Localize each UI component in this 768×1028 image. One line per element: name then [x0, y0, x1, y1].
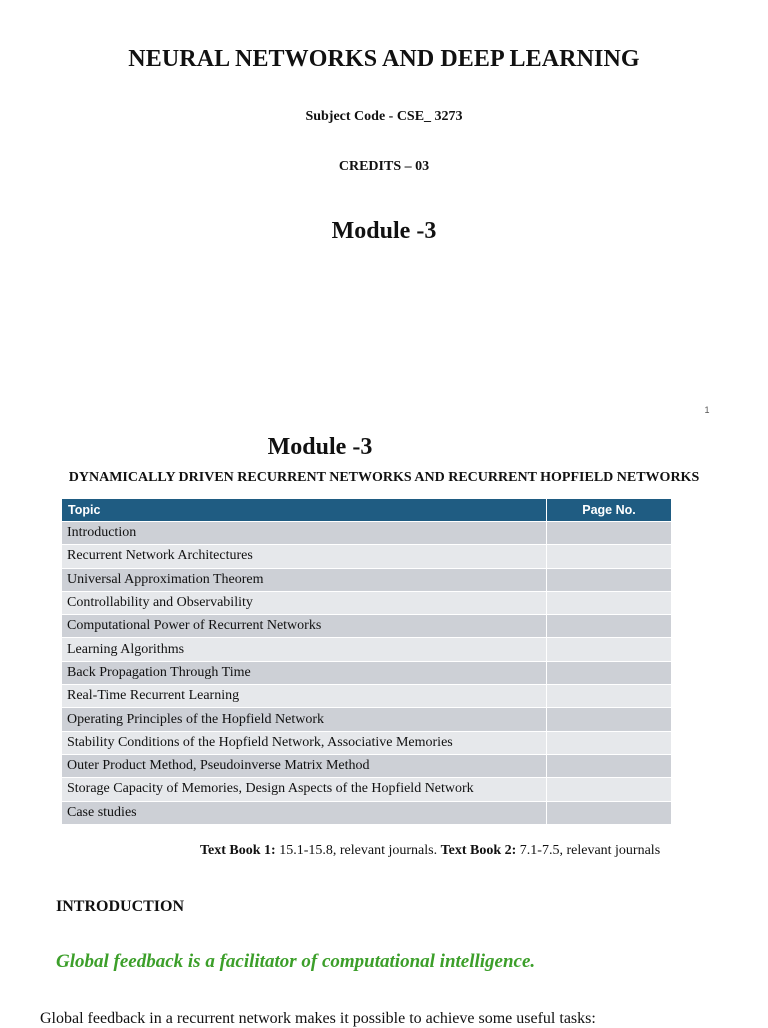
table-row [62, 591, 672, 614]
topic-column-header: Topic [62, 499, 547, 522]
topic-cell: Learning Algorithms [62, 638, 547, 661]
topic-cell: Case studies [62, 801, 547, 824]
table-row [62, 545, 672, 568]
topic-cell: Computational Power of Recurrent Networks [62, 615, 547, 638]
table-header-row [62, 499, 672, 522]
topic-cell: Recurrent Network Architectures [62, 545, 547, 568]
page-number-cell [547, 661, 672, 684]
table-row [62, 708, 672, 731]
page-number-cell [547, 801, 672, 824]
table-row [62, 568, 672, 591]
module-subheading: DYNAMICALLY DRIVEN RECURRENT NETWORKS AND RECURRENT HOPFIELD NETWORKS [68, 470, 700, 485]
table-row [62, 638, 672, 661]
table-row [62, 661, 672, 684]
table-row [62, 731, 672, 754]
cover-module-title: Module -3 [331, 218, 437, 244]
introduction-heading: INTRODUCTION [56, 898, 185, 915]
topic-cell: Universal Approximation Theorem [62, 568, 547, 591]
textbook1-label: Text Book 1: [200, 843, 276, 858]
page-column-header: Page No. [547, 499, 672, 522]
table-row [62, 754, 672, 777]
page-number-cell [547, 568, 672, 591]
page-number-cell [547, 731, 672, 754]
page-number-cell [547, 591, 672, 614]
page-number-cell [547, 754, 672, 777]
topic-cell: Introduction [62, 522, 547, 545]
page-number: 1 [704, 405, 710, 415]
table-row [62, 522, 672, 545]
table-row [62, 801, 672, 824]
document-title: NEURAL NETWORKS AND DEEP LEARNING [128, 46, 640, 72]
topic-cell: Outer Product Method, Pseudoinverse Matrix Method [62, 754, 547, 777]
textbook1-value: 15.1-15.8, relevant journals. [275, 843, 441, 858]
table-row [62, 778, 672, 801]
page-number-cell [547, 708, 672, 731]
textbook2-value: 7.1-7.5, relevant journals [516, 843, 661, 858]
textbook2-label: Text Book 2: [440, 843, 517, 858]
topic-cell: Back Propagation Through Time [62, 661, 547, 684]
textbook-references [200, 843, 720, 859]
topic-cell: Real-Time Recurrent Learning [62, 685, 547, 708]
credits-label: CREDITS – 03 [338, 159, 430, 174]
topics-table-body [62, 522, 672, 825]
table-row [62, 685, 672, 708]
topic-cell: Stability Conditions of the Hopfield Network, Associative Memories [62, 731, 547, 754]
page-number-cell [547, 778, 672, 801]
page-number-cell [547, 545, 672, 568]
page-number-cell [547, 522, 672, 545]
module-heading: Module -3 [267, 434, 373, 460]
topics-table [62, 499, 672, 825]
page-number-cell [547, 685, 672, 708]
topic-cell: Operating Principles of the Hopfield Network [62, 708, 547, 731]
topic-cell: Storage Capacity of Memories, Design Aspects of the Hopfield Network [62, 778, 547, 801]
page-number-cell [547, 638, 672, 661]
subject-code: Subject Code - CSE_ 3273 [305, 109, 463, 124]
topic-cell: Controllability and Observability [62, 591, 547, 614]
introduction-body: Global feedback in a recurrent network makes it possible to achieve some useful tasks: [40, 1010, 596, 1027]
table-row [62, 615, 672, 638]
introduction-quote: Global feedback is a facilitator of computational intelligence. [56, 951, 536, 972]
page-number-cell [547, 615, 672, 638]
